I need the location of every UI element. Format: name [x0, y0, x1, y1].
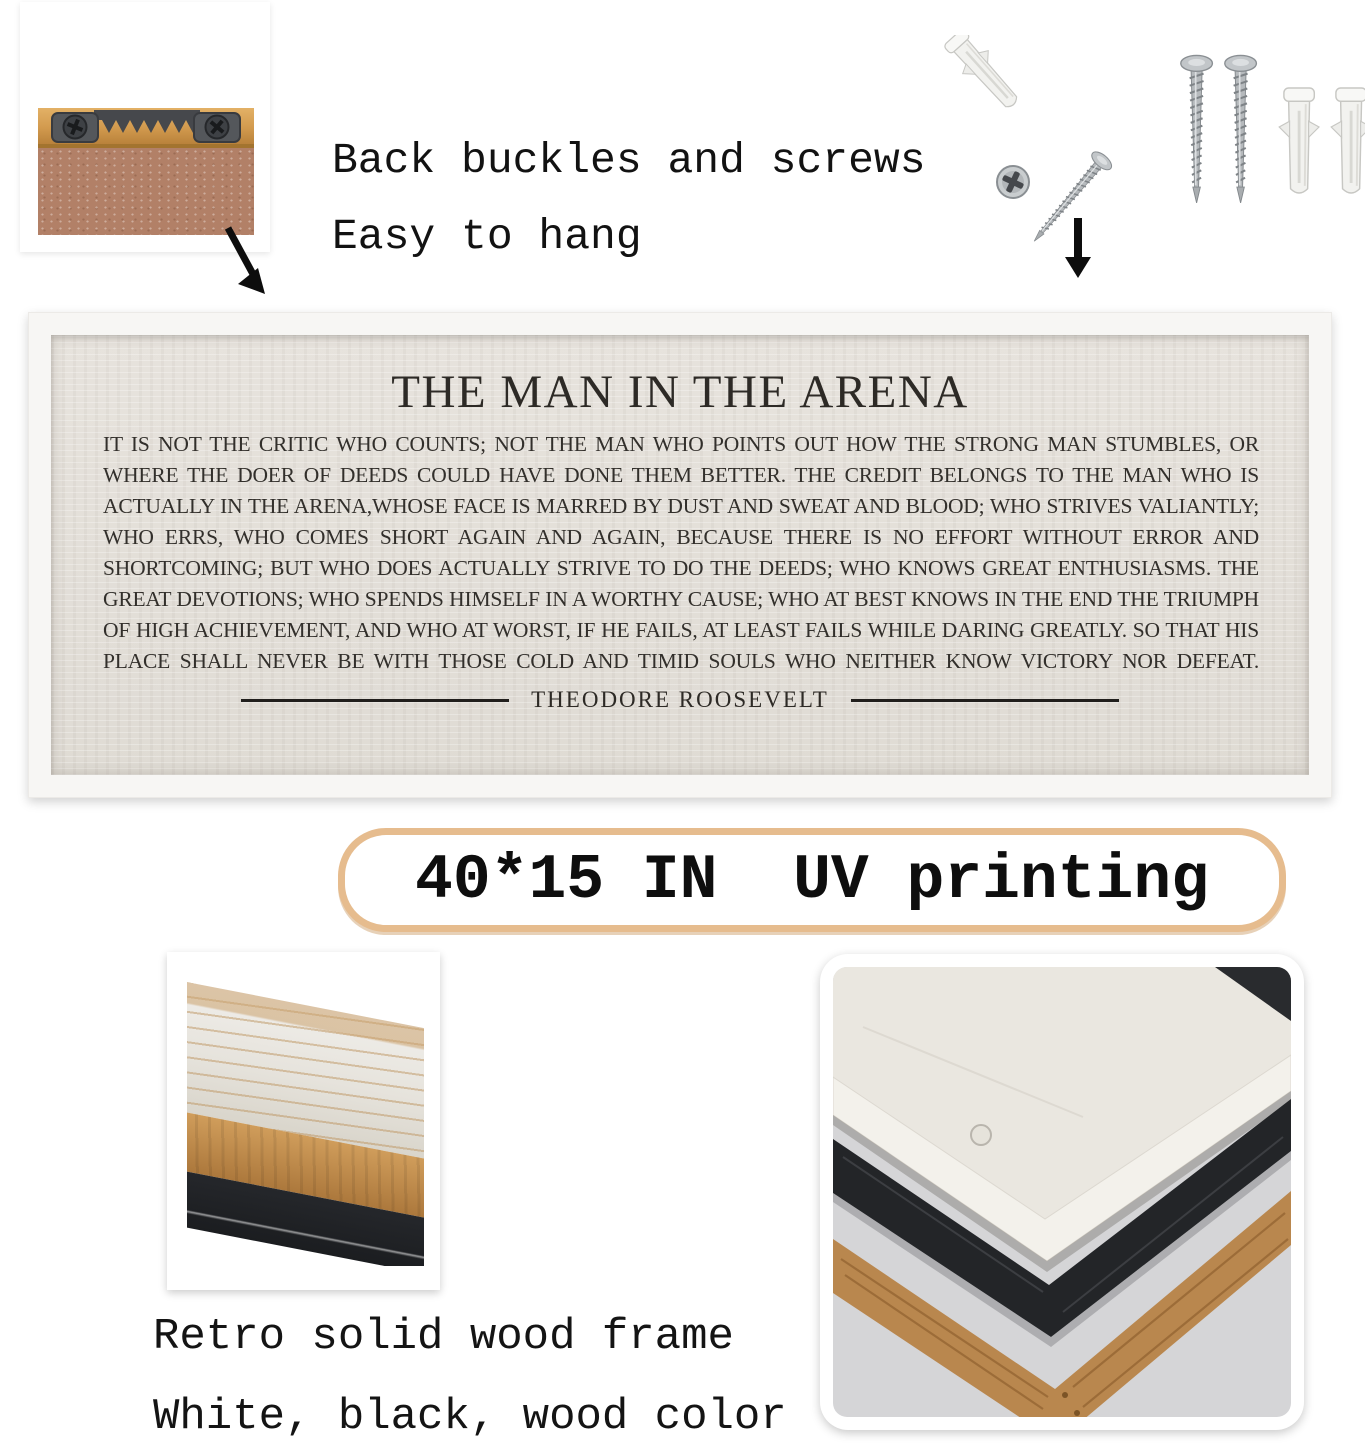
attribution-row [51, 687, 1309, 713]
framed-sign [28, 312, 1332, 798]
divider-line [851, 699, 1119, 702]
frame-corners-photo-card [820, 954, 1304, 1430]
size-banner [338, 828, 1286, 932]
size-banner-text: 40*15 IN UV printing [415, 844, 1209, 916]
anchor-icon [1279, 88, 1319, 193]
quote-line: SHORTCOMING; BUT WHO DOES ACTUALLY STRIVE TO DO THE DEEDS; WHO KNOWS GREAT ENTHUSIASMS. THE [103, 556, 1259, 580]
sign-canvas [51, 335, 1309, 775]
quote-line: WHERE THE DOER OF DEEDS COULD HAVE DONE THEM BETTER. THE CREDIT BELONGS TO THE MAN WHO IS [103, 463, 1259, 487]
frame-corners-illustration [833, 967, 1291, 1417]
arrow-down-icon [1065, 218, 1091, 278]
anchor-icon [1331, 88, 1365, 193]
back-buckles-label: Back buckles and screws [332, 136, 926, 185]
frame-corners-photo [833, 967, 1291, 1417]
quote-line: ACTUALLY IN THE ARENA,WHOSE FACE IS MARRED BY DUST AND SWEAT AND BLOOD; WHO STRIVES VALIANTLY; [103, 494, 1259, 518]
board-stack [187, 968, 424, 1266]
quote-line: IT IS NOT THE CRITIC WHO COUNTS; NOT THE MAN WHO POINTS OUT HOW THE STRONG MAN STUMBLES, OR [103, 432, 1259, 456]
wood-stack-photo-card [167, 952, 440, 1290]
screw-icon [1225, 55, 1257, 202]
arrow-down-right-icon [218, 222, 278, 297]
sign-quote [103, 429, 1259, 677]
back-buckle-photo [38, 106, 254, 235]
attribution-name: THEODORE ROOSEVELT [531, 687, 829, 712]
wood-stack-photo [187, 968, 424, 1266]
anchor-icon [940, 35, 1026, 116]
easy-to-hang-label: Easy to hang [332, 212, 642, 261]
quote-line: PLACE SHALL NEVER BE WITH THOSE COLD AND TIMID SOULS WHO NEITHER KNOW VICTORY NOR DEFEAT. [103, 649, 1259, 673]
back-buckle-photo-card [20, 2, 270, 252]
sign-title: THE MAN IN THE ARENA [391, 366, 969, 418]
screw-icon [1025, 149, 1115, 249]
quote-line: OF HIGH ACHIEVEMENT, AND WHO AT WORST, IF HE FAILS, AT LEAST FAILS WHILE DARING GREATLY. SO THAT HIS [103, 618, 1259, 642]
retro-frame-label: Retro solid wood frame [153, 1312, 734, 1362]
divider-line [241, 699, 509, 702]
quote-line: GREAT DEVOTIONS; WHO SPENDS HIMSELF IN A WORTHY CAUSE; WHO AT BEST KNOWS IN THE END THE TRIUMPH [103, 587, 1259, 611]
quote-line: WHO ERRS, WHO COMES SHORT AGAIN AND AGAIN, BECAUSE THERE IS NO EFFORT WITHOUT ERROR AND [103, 525, 1259, 549]
screw-head-top-icon [997, 166, 1029, 198]
screws-and-anchors-illustration [900, 35, 1365, 280]
sawtooth-hanger-icon [50, 106, 242, 148]
screw-icon [1181, 55, 1213, 202]
frame-colors-label: White, black, wood color [153, 1392, 787, 1442]
